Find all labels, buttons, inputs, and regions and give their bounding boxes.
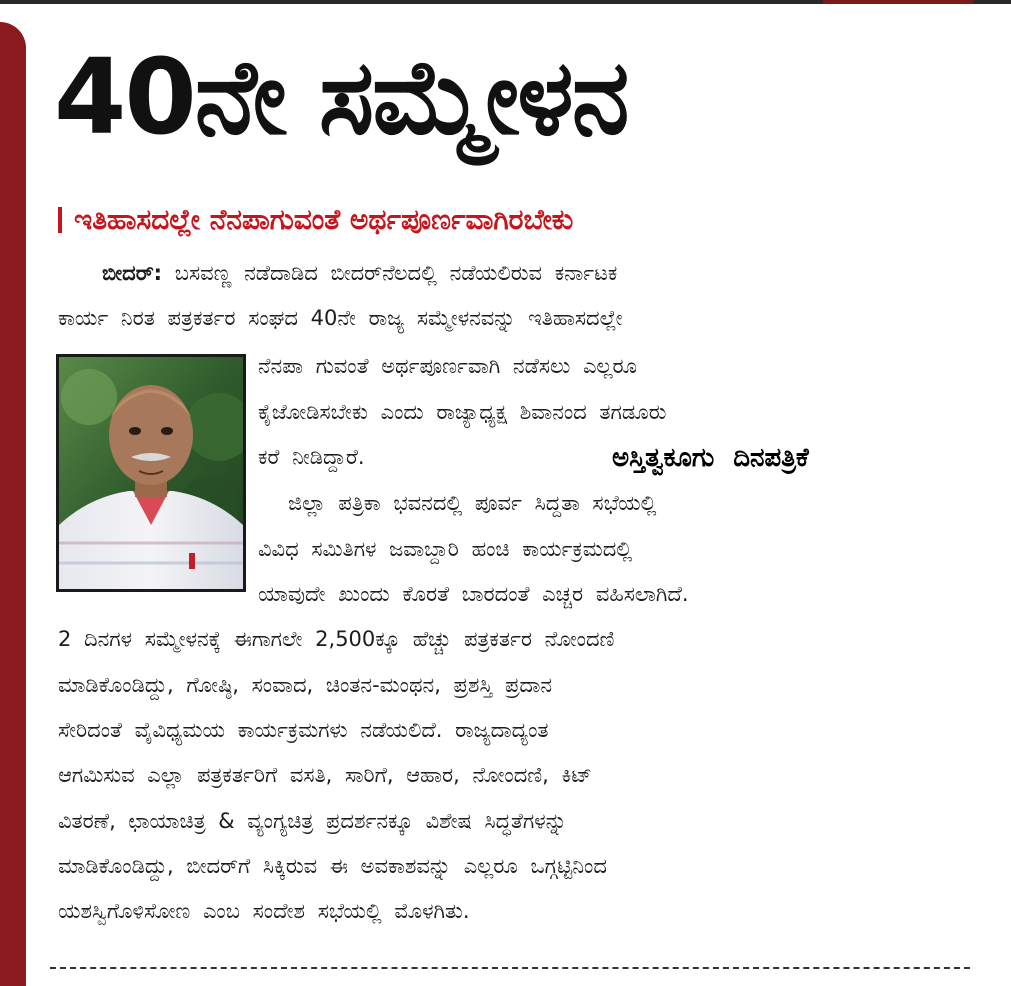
body-line-12: ಆಗಮಿಸುವ ಎಲ್ಲಾ ಪತ್ರಕರ್ತರಿಗೆ ವಸತಿ, ಸಾರಿಗೆ, ಆಹಾರ, ನೋಂದಣಿ, ಕಿಟ್ <box>58 763 592 787</box>
body-line-7: ವಿವಿಧ ಸಮಿತಿಗಳ ಜವಾಬ್ದಾರಿ ಹಂಚಿ ಕಾರ್ಯಕ್ರಮದಲ್ಲಿ <box>258 537 633 561</box>
subheadline <box>58 194 978 246</box>
source-tag: ಅಸ್ತಿತ್ವಕೂಗು ದಿನಪತ್ರಿಕೆ <box>612 443 809 473</box>
body-line-15: ಯಶಸ್ವಿಗೊಳಿಸೋಣ ಎಂಬ ಸಂದೇಶ ಸಭೆಯಲ್ಲಿ ಮೊಳಗಿತು. <box>58 899 470 923</box>
subheadline-marker <box>58 207 62 233</box>
body-line-10: ಮಾಡಿಕೊಂಡಿದ್ದು, ಗೋಷ್ಠಿ, ಸಂವಾದ, ಚಿಂತನ-ಮಂಥನ, ಪ್ರಶಸ್ತಿ ಪ್ರದಾನ <box>58 673 553 697</box>
body-line-3: ನೆನಪಾ ಗುವಂತೆ ಅರ್ಥಪೂರ್ಣವಾಗಿ ನಡೆಸಲು ಎಲ್ಲರೂ <box>258 354 638 378</box>
body-line-13: ವಿತರಣೆ, ಛಾಯಾಚಿತ್ರ & ವ್ಯಂಗ್ಯಚಿತ್ರ ಪ್ರದರ್ಶನಕ್ಕೂ ವಿಶೇಷ ಸಿದ್ಧತೆಗಳನ್ನು <box>58 809 567 833</box>
body-line-6: ಜಿಲ್ಲಾ ಪತ್ರಿಕಾ ಭವನದಲ್ಲಿ ಪೂರ್ವ ಸಿದ್ದತಾ ಸಭೆಯಲ್ಲಿ <box>288 491 657 515</box>
body-line-1-text: ಬಸವಣ್ಣ ನಡೆದಾಡಿದ ಬೀದರ್‌ನೆಲದಲ್ಲಿ ನಡೆಯಲಿರುವ ಕರ್ನಾಟಕ <box>174 261 618 285</box>
body-line-8: ಯಾವುದೇ ಖುಂದು ಕೊರತೆ ಬಾರದಂತೆ ಎಚ್ಚರ ವಹಿಸಲಾಗಿದೆ. <box>258 582 689 606</box>
section-side-bar <box>0 22 26 986</box>
dateline: ಬೀದರ್: <box>102 261 163 285</box>
portrait-image <box>59 357 243 589</box>
subheadline-text: ಇತಿಹಾಸದಲ್ಲೇ ನೆನಪಾಗುವಂತೆ ಅರ್ಥಪೂರ್ಣವಾಗಿರಬೇಕು <box>74 203 574 236</box>
body-line-2: ಕಾರ್ಯ ನಿರತ ಪತ್ರಕರ್ತರ ಸಂಘದ 40ನೇ ರಾಜ್ಯ ಸಮ್ಮೇಳನವನ್ನು ಇತಿಹಾಸದಲ್ಲೇ <box>58 306 623 330</box>
body-line-1 <box>102 258 617 288</box>
headline: 40ನೇ ಸಮ್ಮೇಳನ <box>54 36 628 158</box>
reporter-photo <box>56 354 246 592</box>
body-line-14: ಮಾಡಿಕೊಂಡಿದ್ದು, ಬೀದರ್‌ಗೆ ಸಿಕ್ಕಿರುವ ಈ ಅವಕಾಶವನ್ನು ಎಲ್ಲರೂ ಒಗ್ಗಟ್ಟಿನಿಂದ <box>58 854 607 878</box>
body-line-9: 2 ದಿನಗಳ ಸಮ್ಮೇಳನಕ್ಕೆ ಈಗಾಗಲೇ 2,500ಕ್ಕೂ ಹೆಚ್ಚು ಪತ್ರಕರ್ತರ ನೋಂದಣಿ <box>58 627 615 651</box>
dashed-divider <box>50 967 970 969</box>
body-line-5: ಕರೆ ನೀಡಿದ್ದಾರೆ. <box>258 445 365 469</box>
top-rule-accent <box>823 0 973 4</box>
body-line-11: ಸೇರಿದಂತೆ ವೈವಿಧ್ಯಮಯ ಕಾರ್ಯಕ್ರಮಗಳು ನಡೆಯಲಿದೆ. ರಾಜ್ಯದಾದ್ಯಂತ <box>58 718 549 742</box>
body-line-4: ಕೈಜೋಡಿಸಬೇಕು ಎಂದು ರಾಜ್ಯಾಧ್ಯಕ್ಷ ಶಿವಾನಂದ ತಗಡೂರು <box>258 400 667 424</box>
